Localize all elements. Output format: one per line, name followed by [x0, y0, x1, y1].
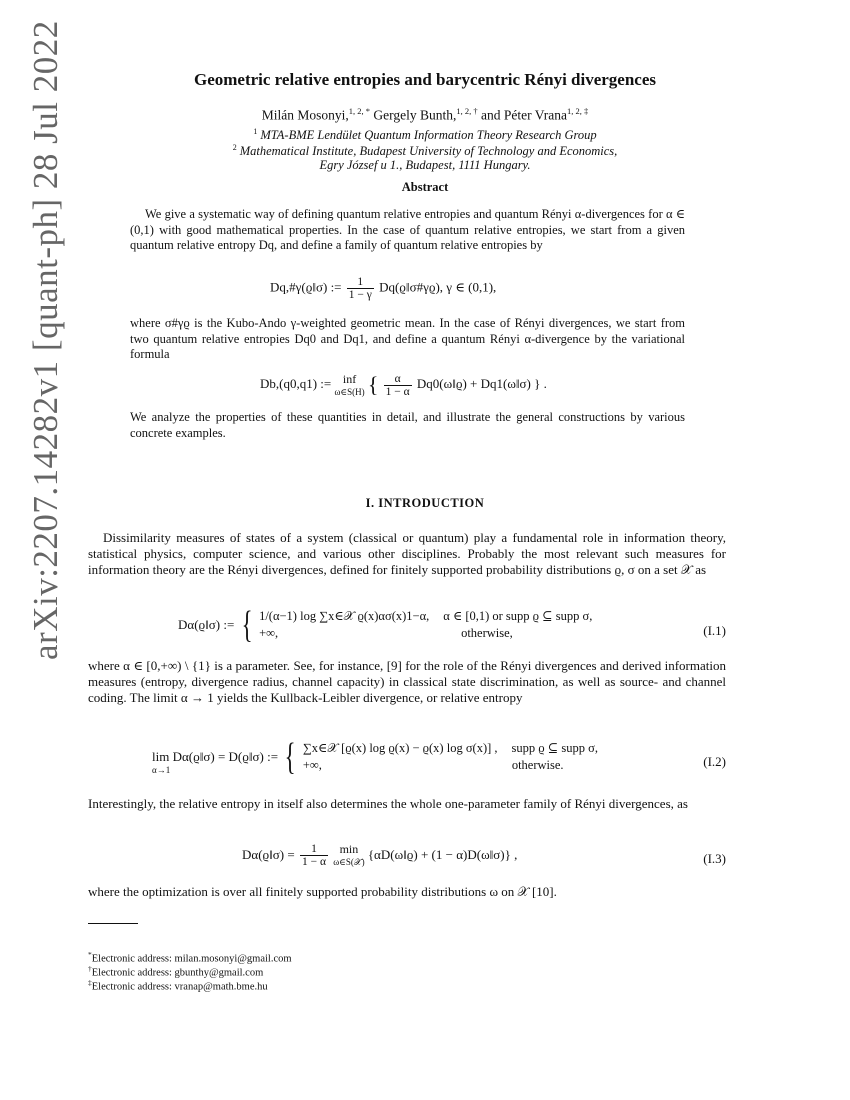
- equation-I1: Dα(ϱ‖σ) := { 1/(α−1) log ∑x∈𝒳 ϱ(x)ασ(x)1−α, α ∈ [0,1) or supp ϱ ⊆ supp σ, +∞, otherwise,: [178, 604, 593, 646]
- footnote-2: [88, 964, 263, 979]
- abstract-paragraph-3: We analyze the properties of these quantities in detail, and illustrate the general constructions by various concrete examples.: [130, 410, 685, 440]
- affiliation-2: [0, 143, 850, 159]
- eqI3-right: {αD(ω‖ϱ) + (1 − α)D(ω‖σ)} ,: [367, 847, 518, 862]
- eqI3-fraction: [300, 843, 328, 868]
- eqI3-min-op: min: [339, 842, 359, 856]
- equation-I2-number: (I.2): [703, 754, 726, 769]
- eqI2-case2-expr: +∞,: [302, 758, 322, 772]
- paper-title: Geometric relative entropies and barycentric Rényi divergences: [193, 70, 657, 89]
- intro-paragraph-2: where α ∈ [0,+∞) \ {1} is a parameter. See, for instance, [9] for the role of the Rényi divergences and derived information measures (entropy, divergence radius, channel capacity) in classical state discrimination, as well as source- and channel coding. The limit α → 1 yields the Kullback-Leibler divergence, or relative entropy: [88, 658, 726, 706]
- eqI1-case2-cond: otherwise,: [461, 626, 513, 640]
- eqI2-left: lim Dα(ϱ‖σ) = D(ϱ‖σ) :=: [152, 749, 279, 764]
- eq2-inf-op: inf: [342, 372, 357, 386]
- affiliation-1-text: MTA-BME Lendület Quantum Information Theory Research Group: [260, 128, 597, 143]
- equation-I1-number: (I.1): [703, 623, 726, 638]
- eq2-numerator: α: [384, 373, 412, 386]
- eq2-fraction: [384, 373, 412, 398]
- eq1-numerator: 1: [347, 276, 374, 289]
- affiliation-3-text: Egry József u 1., Budapest, 1111 Hungary.: [319, 158, 531, 172]
- eq2-inf-sub: ω∈S(H): [334, 387, 365, 397]
- affiliation-3: [0, 158, 850, 173]
- author-vrana-sup: 1, 2, ‡: [566, 106, 589, 116]
- eqI1-cases: [259, 608, 592, 642]
- eqI3-min: [333, 842, 364, 868]
- footnote-2-text: Electronic address: gbunthy@gmail.com: [91, 967, 264, 979]
- author-bunth: Gergely Bunth,: [373, 107, 457, 123]
- footnote-1-mark: *: [88, 950, 92, 959]
- eq1-left: Dq,#γ(ϱ‖σ) :=: [270, 279, 342, 295]
- eqI2-lim-sub: α→1: [152, 765, 171, 775]
- footnote-1: [88, 950, 292, 965]
- eq1-right: Dq(ϱ‖σ#γϱ), γ ∈ (0,1),: [379, 279, 497, 295]
- affiliation-2-sup: 2: [232, 143, 237, 152]
- author-mosonyi: Milán Mosonyi,: [261, 107, 349, 123]
- abstract-paragraph-1: We give a systematic way of defining quantum relative entropies and quantum Rényi α-divergences for α ∈ (0,1) with good mathematical properties. In the case of quantum relative entropies, we start from a given quantum relative entropy Dq, and define a family of quantum relative entropies by: [130, 207, 685, 252]
- eqI1-left: Dα(ϱ‖σ) :=: [178, 617, 235, 632]
- intro-paragraph-4: where the optimization is over all finitely supported probability distributions ω on 𝒳 [10].: [88, 884, 557, 899]
- arxiv-stamp: arXiv:2207.14282v1 [quant-ph] 28 Jul 2022: [26, 20, 65, 660]
- abstract-equation-2: Db,(q0,q1) := inf ω∈S(H) { $\frac{\alpha}{1 - \alpha}$ Dq0(ω‖ϱ) + Dq1(ω‖σ) } .: [260, 372, 547, 398]
- eq2-left: Db,(q0,q1) :=: [260, 375, 332, 391]
- abstract-equation-1: [270, 276, 496, 301]
- eqI1-case2-expr: +∞,: [259, 626, 279, 640]
- author-and: and: [481, 107, 501, 123]
- affiliation-2-text: Mathematical Institute, Budapest University of Technology and Economics,: [239, 144, 618, 159]
- intro-paragraph-1: Dissimilarity measures of states of a system (classical or quantum) play a fundamental role in information theory, statistical physics, computer science, and various other disciplines. Probably the most relevant such measures for information theory are the Rényi divergences, defined for finitely supported probability distributions ϱ, σ on a set 𝒳 as: [88, 530, 726, 578]
- footnote-3: [88, 978, 268, 993]
- abstract-paragraph-2: where σ#γϱ is the Kubo-Ando γ-weighted geometric mean. In the case of Rényi divergences, we start from two quantum relative entropies Dq0 and Dq1, and define a quantum Rényi α-divergence by the variational formula: [130, 316, 685, 361]
- eq2-denominator: 1 − α: [385, 385, 410, 398]
- affiliation-1: [0, 127, 850, 143]
- eqI2-left-wrap: [152, 749, 279, 775]
- equation-I2: lim Dα(ϱ‖σ) = D(ϱ‖σ) := α→1 { ∑x∈𝒳 [ϱ(x) log ϱ(x) − ϱ(x) log σ(x)] , supp ϱ ⊆ supp σ, +∞, otherwise.: [152, 736, 598, 778]
- author-vrana: Péter Vrana: [503, 107, 567, 123]
- eqI2-case2-cond: otherwise.: [511, 758, 564, 772]
- section-heading: I. INTRODUCTION: [365, 496, 485, 510]
- equation-I3-number: (I.3): [703, 851, 726, 866]
- footnote-3-text: Electronic address: vranap@math.bme.hu: [91, 981, 268, 993]
- eqI1-case1-cond: α ∈ [0,1) or supp ϱ ⊆ supp σ,: [443, 609, 593, 623]
- eq1-fraction: [347, 276, 374, 301]
- author-list: [0, 106, 850, 124]
- footnote-1-text: Electronic address: milan.mosonyi@gmail.com: [91, 953, 292, 965]
- eqI2-case1-cond: supp ϱ ⊆ supp σ,: [511, 741, 598, 755]
- eqI2-cases: [303, 740, 598, 774]
- abstract-heading: Abstract: [401, 180, 449, 194]
- eq2-right: Dq0(ω‖ϱ) + Dq1(ω‖σ) } .: [416, 375, 547, 391]
- footnote-divider: [88, 923, 138, 924]
- intro-paragraph-3: Interestingly, the relative entropy in itself also determines the whole one-parameter family of Rényi divergences, as: [88, 796, 688, 811]
- author-bunth-sup: 1, 2, †: [456, 106, 478, 116]
- eq1-denominator: 1 − γ: [348, 289, 372, 301]
- eqI3-denominator: 1 − α: [301, 855, 326, 868]
- eqI2-case1-expr: ∑x∈𝒳 [ϱ(x) log ϱ(x) − ϱ(x) log σ(x)] ,: [302, 741, 498, 755]
- affiliation-1-sup: 1: [253, 127, 258, 136]
- footnote-3-mark: ‡: [88, 978, 92, 987]
- eq2-inf: [335, 372, 365, 398]
- eqI3-numerator: 1: [300, 843, 328, 856]
- eqI1-case1-expr: 1/(α−1) log ∑x∈𝒳 ϱ(x)ασ(x)1−α,: [259, 609, 430, 623]
- eqI3-left: Dα(ϱ‖σ) =: [242, 847, 295, 862]
- eqI3-min-sub: ω∈S(𝒳): [333, 857, 365, 867]
- equation-I3: [242, 842, 517, 868]
- footnote-2-mark: †: [88, 964, 92, 973]
- author-mosonyi-sup: 1, 2, *: [348, 106, 371, 116]
